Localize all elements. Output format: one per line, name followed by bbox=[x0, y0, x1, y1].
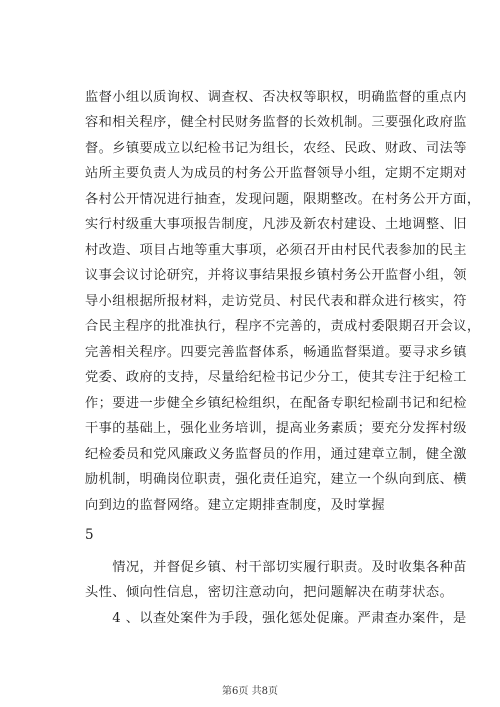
body-line: 村改造、项目占地等重大事项，必须召开由村民代表参加的民主 bbox=[85, 243, 467, 258]
body-line: 各村公开情况进行抽查，发现问题，限期整改。在村务公开方面， bbox=[85, 192, 481, 207]
body-line: 完善相关程序。四要完善监督体系，畅通监督渠道。要寻求乡镇 bbox=[85, 345, 467, 360]
body-line: 党委、政府的支持，尽量给纪检书记少分工，使其专注于纪检工 bbox=[85, 370, 467, 385]
body-line: 作；要进一步健全乡镇纪检组织，在配备专职纪检副书记和纪检 bbox=[85, 396, 467, 411]
body-line: 议事会议讨论研究，并将议事结果报乡镇村务公开监督小组，领 bbox=[85, 268, 467, 283]
body-line: 实行村级重大事项报告制度，凡涉及新农村建设、土地调整、旧 bbox=[85, 217, 467, 232]
body-line: 向到边的监督网络。建立定期排查制度，及时掌握 bbox=[85, 498, 386, 513]
body-line: 合民主程序的批准执行，程序不完善的，责成村委限期召开会议， bbox=[85, 319, 481, 334]
body-line: 情况，并督促乡镇、村干部切实履行职责。及时收集各种苗 bbox=[85, 560, 467, 575]
body-line: 站所主要负责人为成员的村务公开监督领导小组，定期不定期对 bbox=[85, 166, 467, 181]
body-line: 督。乡镇要成立以纪检书记为组长，农经、民政、财政、司法等 bbox=[85, 141, 467, 156]
page-number-marker: 5 bbox=[85, 527, 94, 543]
body-line: 导小组根据所报材料，走访党员、村民代表和群众进行核实，符 bbox=[85, 294, 467, 309]
body-line: 头性、倾向性信息，密切注意动向，把问题解决在萌芽状态。 bbox=[85, 585, 454, 600]
body-line: 监督小组以质询权、调查权、否决权等职权，明确监督的重点内 bbox=[85, 90, 467, 105]
body-line: 4 、以查处案件为手段，强化惩处促廉。严肃查办案件，是 bbox=[85, 611, 467, 626]
body-line: 容和相关程序，健全村民财务监督的长效机制。三要强化政府监 bbox=[85, 115, 467, 130]
page-footer: 第6页 共8页 bbox=[222, 686, 278, 697]
body-line: 干事的基础上，强化业务培训，提高业务素质；要充分发挥村级 bbox=[85, 421, 467, 436]
body-line: 纪检委员和党风廉政义务监督员的作用，通过建章立制，健全激 bbox=[85, 447, 467, 462]
body-line: 励机制，明确岗位职责，强化责任追究，建立一个纵向到底、横 bbox=[85, 472, 467, 487]
